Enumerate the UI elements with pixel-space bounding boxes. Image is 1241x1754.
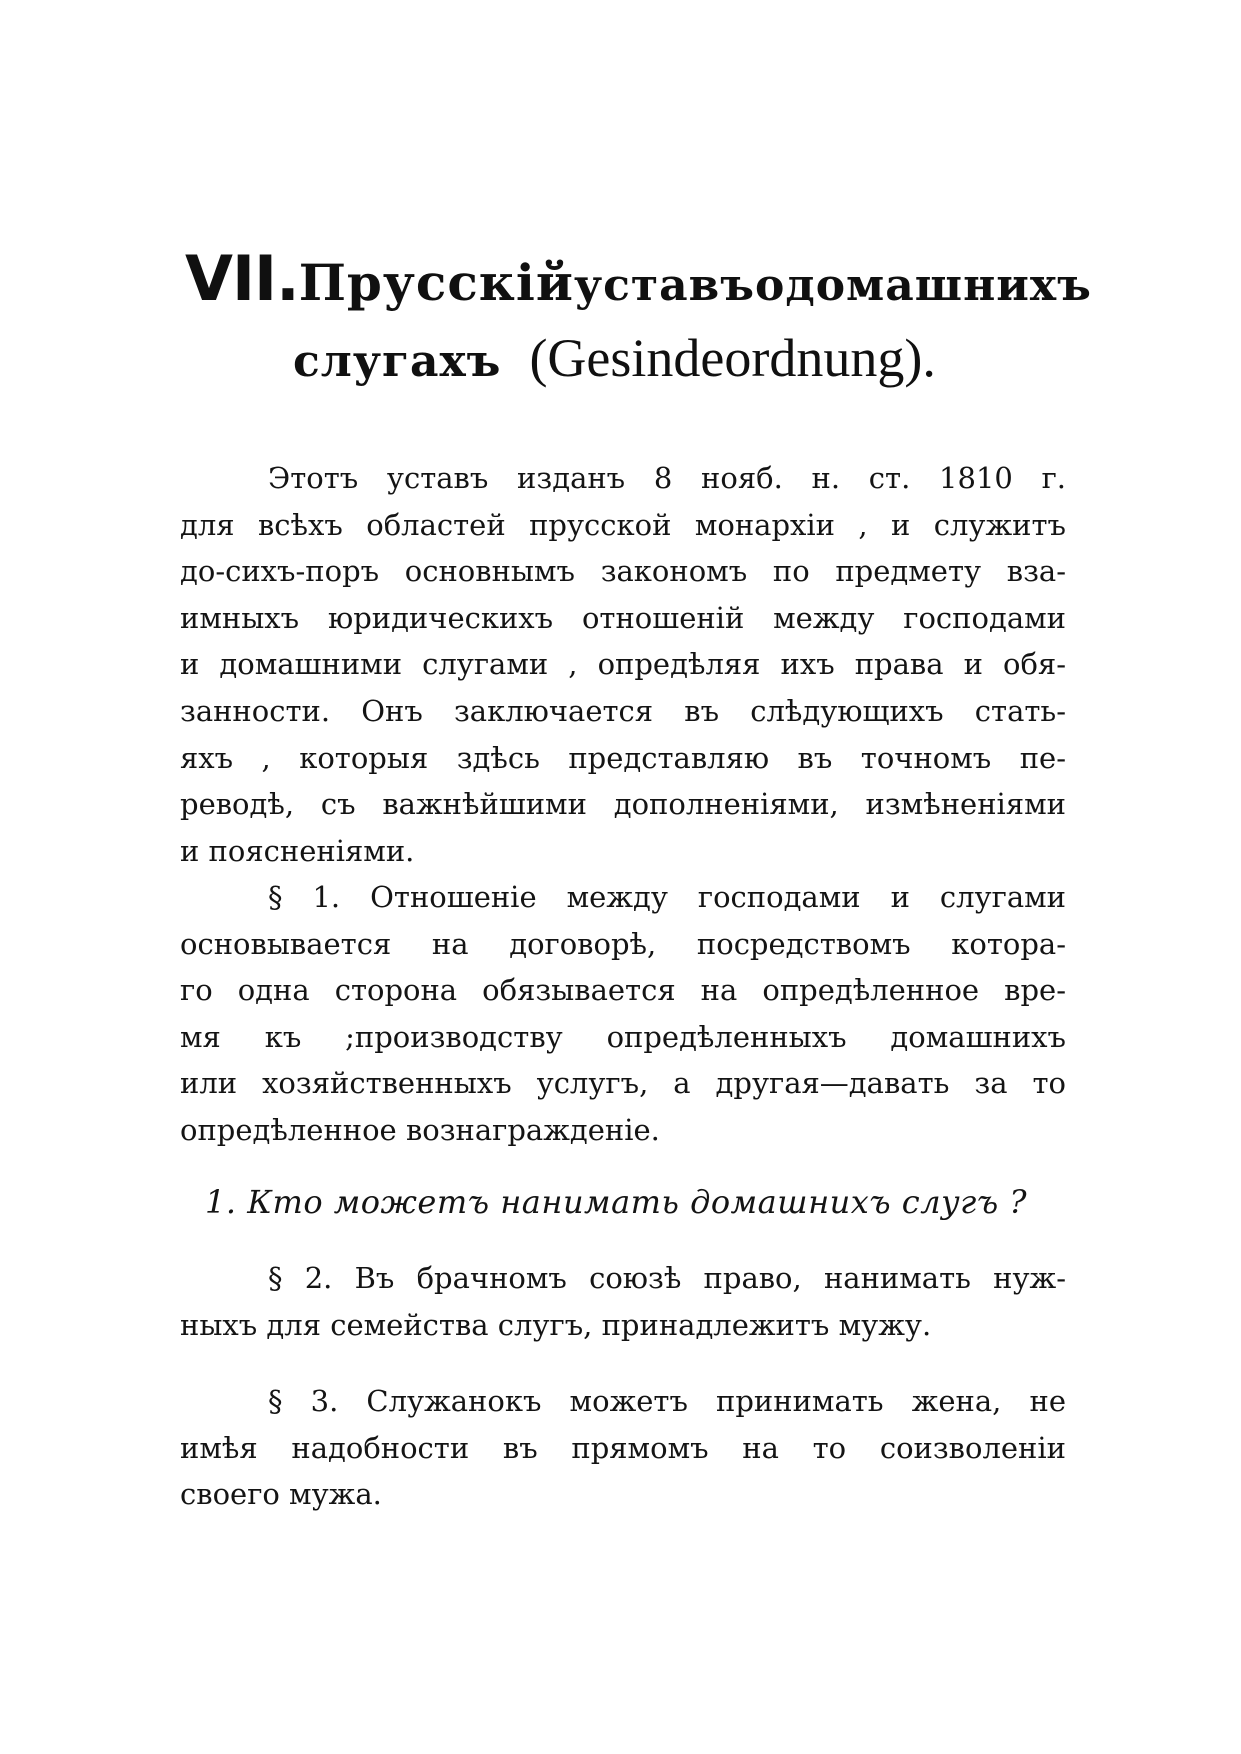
paragraph-line: своего мужа.: [180, 1477, 382, 1512]
heading-word: Прусскій: [298, 253, 574, 312]
paragraph-line: имныхъ юридическихъ отношеній между господами: [180, 600, 1066, 635]
heading-word: домашнихъ: [785, 260, 1092, 311]
paragraph-line: мя къ ;производству опредѣленныхъ домашнихъ: [180, 1019, 1066, 1054]
chapter-numeral: VII.: [185, 242, 299, 315]
chapter-heading: [185, 240, 1092, 398]
chapter-heading-line-2: [185, 318, 1075, 398]
paragraph-line: занности. Онъ заключается въ слѣдующихъ стать-: [180, 693, 1066, 728]
heading-word: уставъ: [573, 260, 756, 311]
paragraph-intro: [180, 455, 1066, 874]
paragraph-line: го одна сторона обязывается на опредѣленное вре-: [180, 973, 1066, 1008]
paragraph-line: и поясненіями.: [180, 833, 415, 868]
paragraph-line: для всѣхъ областей прусской монархіи , и служитъ: [180, 507, 1066, 542]
paragraph-line: основывается на договорѣ, посредствомъ котора-: [180, 926, 1066, 961]
paragraph-line: § 3. Служанокъ можетъ принимать жена, не: [268, 1384, 1066, 1418]
paragraph-line: имѣя надобности въ прямомъ на то соизволеніи: [180, 1430, 1066, 1465]
paragraph-line: § 1. Отношеніе между господами и слугами: [268, 880, 1066, 914]
paragraph-line: реводѣ, съ важнѣйшими дополненіями, измѣненіями: [180, 787, 1066, 822]
paragraph-line: или хозяйственныхъ услугъ, а другая—давать за то: [180, 1066, 1066, 1101]
paragraph-section-2: [180, 1255, 1066, 1348]
heading-word: о: [755, 260, 786, 311]
paragraph-line: опредѣленное вознагражденіе.: [180, 1112, 660, 1147]
paragraph-line: до-сихъ-поръ основнымъ закономъ по предмету вза-: [180, 554, 1066, 589]
paragraph-line: и домашними слугами , опредѣляя ихъ права и обя-: [180, 647, 1066, 682]
subheading: 1. Кто можетъ нанимать домашнихъ слугъ ?: [205, 1183, 1027, 1221]
paragraph-line: § 2. Въ брачномъ союзѣ право, нанимать нуж-: [268, 1261, 1066, 1295]
paragraph-line: Этотъ уставъ изданъ 8 нояб. н. ст. 1810 г.: [268, 461, 1066, 495]
heading-latin-title: (Gesindeordnung).: [529, 328, 936, 388]
paragraph-section-3: [180, 1378, 1066, 1518]
heading-word: слугахъ: [293, 336, 502, 387]
paragraph-line: ныхъ для семейства слугъ, принадлежитъ мужу.: [180, 1307, 932, 1342]
paragraph-section-1: [180, 874, 1066, 1154]
paragraph-line: яхъ , которыя здѣсь представляю въ точномъ пе-: [180, 740, 1066, 775]
chapter-heading-line-1: [185, 240, 1092, 318]
